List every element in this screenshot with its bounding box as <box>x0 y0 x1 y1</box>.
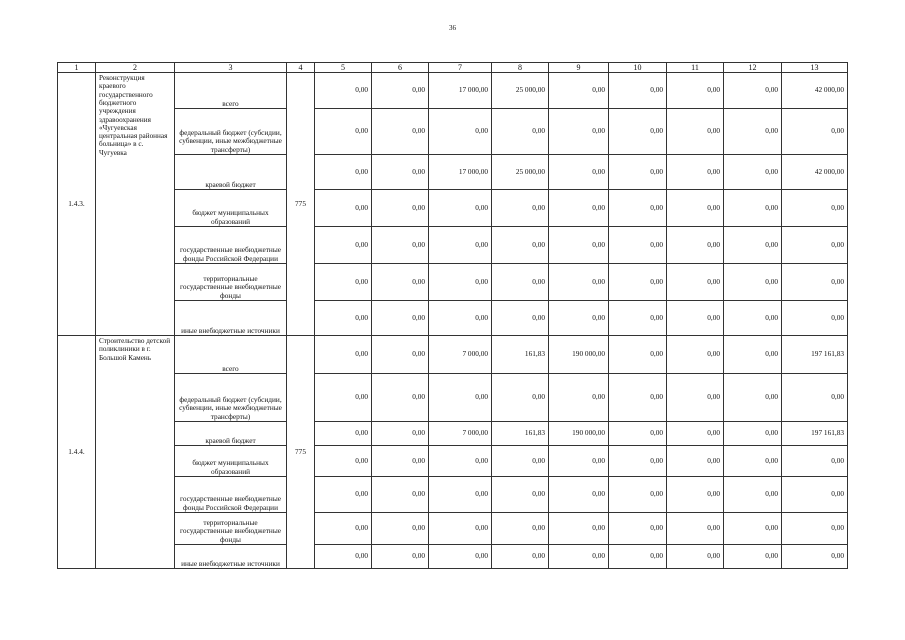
table-row <box>58 422 848 446</box>
amount-cell: 190 000,00 <box>549 422 609 446</box>
amount-cell: 197 161,83 <box>782 422 848 446</box>
funding-source: территориальные государственные внебюджетные фонды <box>175 264 287 301</box>
amount-cell: 42 000,00 <box>782 73 848 109</box>
amount-cell: 0,00 <box>315 336 372 374</box>
funding-source: иные внебюджетные источники <box>175 545 287 569</box>
amount-cell: 0,00 <box>782 227 848 264</box>
funding-source: государственные внебюджетные фонды Российской Федерации <box>175 227 287 264</box>
amount-cell: 0,00 <box>372 190 429 227</box>
amount-cell: 0,00 <box>549 477 609 513</box>
funding-source: федеральный бюджет (субсидии, субвенции, иные межбюджетные трансферты) <box>175 109 287 155</box>
amount-cell: 0,00 <box>372 446 429 477</box>
amount-cell: 0,00 <box>492 109 549 155</box>
funding-source: иные внебюджетные источники <box>175 301 287 336</box>
amount-cell: 0,00 <box>315 374 372 422</box>
amount-cell: 0,00 <box>609 155 667 190</box>
amount-cell: 0,00 <box>724 422 782 446</box>
header-cell: 11 <box>667 63 724 73</box>
amount-cell: 0,00 <box>609 73 667 109</box>
amount-cell: 0,00 <box>782 301 848 336</box>
amount-cell: 0,00 <box>372 301 429 336</box>
amount-cell: 0,00 <box>492 227 549 264</box>
amount-cell: 0,00 <box>667 264 724 301</box>
header-cell: 5 <box>315 63 372 73</box>
amount-cell: 0,00 <box>667 301 724 336</box>
table-row <box>58 545 848 569</box>
table-row <box>58 73 848 109</box>
amount-cell: 0,00 <box>429 227 492 264</box>
amount-cell: 0,00 <box>492 264 549 301</box>
amount-cell: 0,00 <box>609 190 667 227</box>
amount-cell: 0,00 <box>724 227 782 264</box>
amount-cell: 0,00 <box>492 446 549 477</box>
amount-cell: 0,00 <box>549 109 609 155</box>
funding-source: краевой бюджет <box>175 155 287 190</box>
amount-cell: 0,00 <box>429 109 492 155</box>
header-cell: 7 <box>429 63 492 73</box>
amount-cell: 0,00 <box>429 545 492 569</box>
amount-cell: 0,00 <box>372 227 429 264</box>
amount-cell: 0,00 <box>315 545 372 569</box>
funding-source: государственные внебюджетные фонды Российской Федерации <box>175 477 287 513</box>
amount-cell: 0,00 <box>609 109 667 155</box>
amount-cell: 25 000,00 <box>492 155 549 190</box>
amount-cell: 17 000,00 <box>429 155 492 190</box>
amount-cell: 0,00 <box>609 545 667 569</box>
amount-cell: 0,00 <box>315 73 372 109</box>
amount-cell: 190 000,00 <box>549 336 609 374</box>
table-row <box>58 374 848 422</box>
table-row <box>58 446 848 477</box>
funding-source: бюджет муниципальных образований <box>175 190 287 227</box>
amount-cell: 0,00 <box>724 477 782 513</box>
item-name: Реконструкция краевого государственного бюджетного учреждения здравоохранения «Чугуевская центральная районная больница» в с. Чугуевка <box>96 73 175 336</box>
header-cell: 2 <box>96 63 175 73</box>
amount-cell: 0,00 <box>372 513 429 545</box>
amount-cell: 0,00 <box>492 545 549 569</box>
amount-cell: 0,00 <box>782 513 848 545</box>
amount-cell: 0,00 <box>315 264 372 301</box>
kbk-code: 775 <box>287 336 315 569</box>
header-cell: 10 <box>609 63 667 73</box>
amount-cell: 0,00 <box>782 477 848 513</box>
amount-cell: 0,00 <box>609 264 667 301</box>
amount-cell: 0,00 <box>724 264 782 301</box>
amount-cell: 0,00 <box>724 545 782 569</box>
amount-cell: 0,00 <box>372 155 429 190</box>
amount-cell: 0,00 <box>724 301 782 336</box>
table-row <box>58 227 848 264</box>
amount-cell: 0,00 <box>429 477 492 513</box>
amount-cell: 0,00 <box>609 227 667 264</box>
amount-cell: 0,00 <box>549 446 609 477</box>
header-cell: 13 <box>782 63 848 73</box>
amount-cell: 0,00 <box>549 264 609 301</box>
amount-cell: 0,00 <box>667 422 724 446</box>
amount-cell: 0,00 <box>667 109 724 155</box>
amount-cell: 0,00 <box>667 336 724 374</box>
amount-cell: 42 000,00 <box>782 155 848 190</box>
amount-cell: 0,00 <box>549 227 609 264</box>
amount-cell: 0,00 <box>667 155 724 190</box>
amount-cell: 0,00 <box>315 513 372 545</box>
amount-cell: 0,00 <box>315 109 372 155</box>
amount-cell: 0,00 <box>609 336 667 374</box>
amount-cell: 0,00 <box>315 477 372 513</box>
table-row <box>58 190 848 227</box>
amount-cell: 0,00 <box>549 374 609 422</box>
amount-cell: 0,00 <box>315 422 372 446</box>
amount-cell: 0,00 <box>549 190 609 227</box>
header-cell: 12 <box>724 63 782 73</box>
amount-cell: 0,00 <box>372 374 429 422</box>
amount-cell: 0,00 <box>667 190 724 227</box>
amount-cell: 0,00 <box>724 513 782 545</box>
funding-source: всего <box>175 336 287 374</box>
item-name: Строительство детской поликлиники в г. Большой Камень <box>96 336 175 569</box>
amount-cell: 0,00 <box>372 73 429 109</box>
amount-cell: 161,83 <box>492 422 549 446</box>
amount-cell: 0,00 <box>609 301 667 336</box>
amount-cell: 0,00 <box>782 109 848 155</box>
amount-cell: 0,00 <box>782 190 848 227</box>
amount-cell: 0,00 <box>315 227 372 264</box>
amount-cell: 7 000,00 <box>429 336 492 374</box>
amount-cell: 0,00 <box>609 422 667 446</box>
item-code: 1.4.3. <box>58 73 96 336</box>
amount-cell: 0,00 <box>667 73 724 109</box>
header-cell: 1 <box>58 63 96 73</box>
amount-cell: 0,00 <box>549 301 609 336</box>
amount-cell: 0,00 <box>782 374 848 422</box>
page-number: 36 <box>449 24 456 32</box>
amount-cell: 0,00 <box>315 301 372 336</box>
item-code: 1.4.4. <box>58 336 96 569</box>
amount-cell: 0,00 <box>724 155 782 190</box>
funding-source: территориальные государственные внебюджетные фонды <box>175 513 287 545</box>
amount-cell: 0,00 <box>492 190 549 227</box>
amount-cell: 0,00 <box>372 545 429 569</box>
amount-cell: 0,00 <box>609 374 667 422</box>
amount-cell: 0,00 <box>549 155 609 190</box>
header-cell: 3 <box>175 63 287 73</box>
header-cell: 4 <box>287 63 315 73</box>
amount-cell: 0,00 <box>667 513 724 545</box>
amount-cell: 0,00 <box>549 73 609 109</box>
header-cell: 9 <box>549 63 609 73</box>
amount-cell: 0,00 <box>315 190 372 227</box>
amount-cell: 0,00 <box>372 336 429 374</box>
header-cell: 8 <box>492 63 549 73</box>
amount-cell: 0,00 <box>429 264 492 301</box>
amount-cell: 0,00 <box>667 227 724 264</box>
amount-cell: 17 000,00 <box>429 73 492 109</box>
funding-source: всего <box>175 73 287 109</box>
amount-cell: 0,00 <box>782 264 848 301</box>
funding-source: федеральный бюджет (субсидии, субвенции, иные межбюджетные трансферты) <box>175 374 287 422</box>
amount-cell: 0,00 <box>782 446 848 477</box>
funding-source: бюджет муниципальных образований <box>175 446 287 477</box>
header-row <box>58 63 848 73</box>
amount-cell: 0,00 <box>667 545 724 569</box>
amount-cell: 0,00 <box>724 336 782 374</box>
table-row <box>58 477 848 513</box>
amount-cell: 0,00 <box>315 155 372 190</box>
amount-cell: 0,00 <box>315 446 372 477</box>
table-row <box>58 109 848 155</box>
amount-cell: 0,00 <box>549 545 609 569</box>
kbk-code: 775 <box>287 73 315 336</box>
amount-cell: 7 000,00 <box>429 422 492 446</box>
amount-cell: 0,00 <box>492 374 549 422</box>
amount-cell: 0,00 <box>724 374 782 422</box>
amount-cell: 0,00 <box>549 513 609 545</box>
amount-cell: 25 000,00 <box>492 73 549 109</box>
table-row <box>58 336 848 374</box>
amount-cell: 0,00 <box>609 477 667 513</box>
amount-cell: 0,00 <box>492 477 549 513</box>
table-row <box>58 513 848 545</box>
amount-cell: 0,00 <box>429 190 492 227</box>
amount-cell: 0,00 <box>492 301 549 336</box>
table-row <box>58 155 848 190</box>
amount-cell: 0,00 <box>667 477 724 513</box>
amount-cell: 0,00 <box>429 446 492 477</box>
amount-cell: 0,00 <box>429 513 492 545</box>
amount-cell: 0,00 <box>724 109 782 155</box>
amount-cell: 0,00 <box>724 446 782 477</box>
amount-cell: 0,00 <box>609 513 667 545</box>
amount-cell: 0,00 <box>429 301 492 336</box>
amount-cell: 0,00 <box>372 422 429 446</box>
amount-cell: 0,00 <box>667 374 724 422</box>
amount-cell: 0,00 <box>667 446 724 477</box>
amount-cell: 0,00 <box>782 545 848 569</box>
table-row <box>58 264 848 301</box>
amount-cell: 161,83 <box>492 336 549 374</box>
amount-cell: 0,00 <box>429 374 492 422</box>
funding-source: краевой бюджет <box>175 422 287 446</box>
amount-cell: 0,00 <box>372 477 429 513</box>
amount-cell: 0,00 <box>372 109 429 155</box>
amount-cell: 0,00 <box>609 446 667 477</box>
amount-cell: 197 161,83 <box>782 336 848 374</box>
header-cell: 6 <box>372 63 429 73</box>
amount-cell: 0,00 <box>724 73 782 109</box>
table-row <box>58 301 848 336</box>
amount-cell: 0,00 <box>724 190 782 227</box>
amount-cell: 0,00 <box>492 513 549 545</box>
budget-table <box>57 62 848 569</box>
amount-cell: 0,00 <box>372 264 429 301</box>
